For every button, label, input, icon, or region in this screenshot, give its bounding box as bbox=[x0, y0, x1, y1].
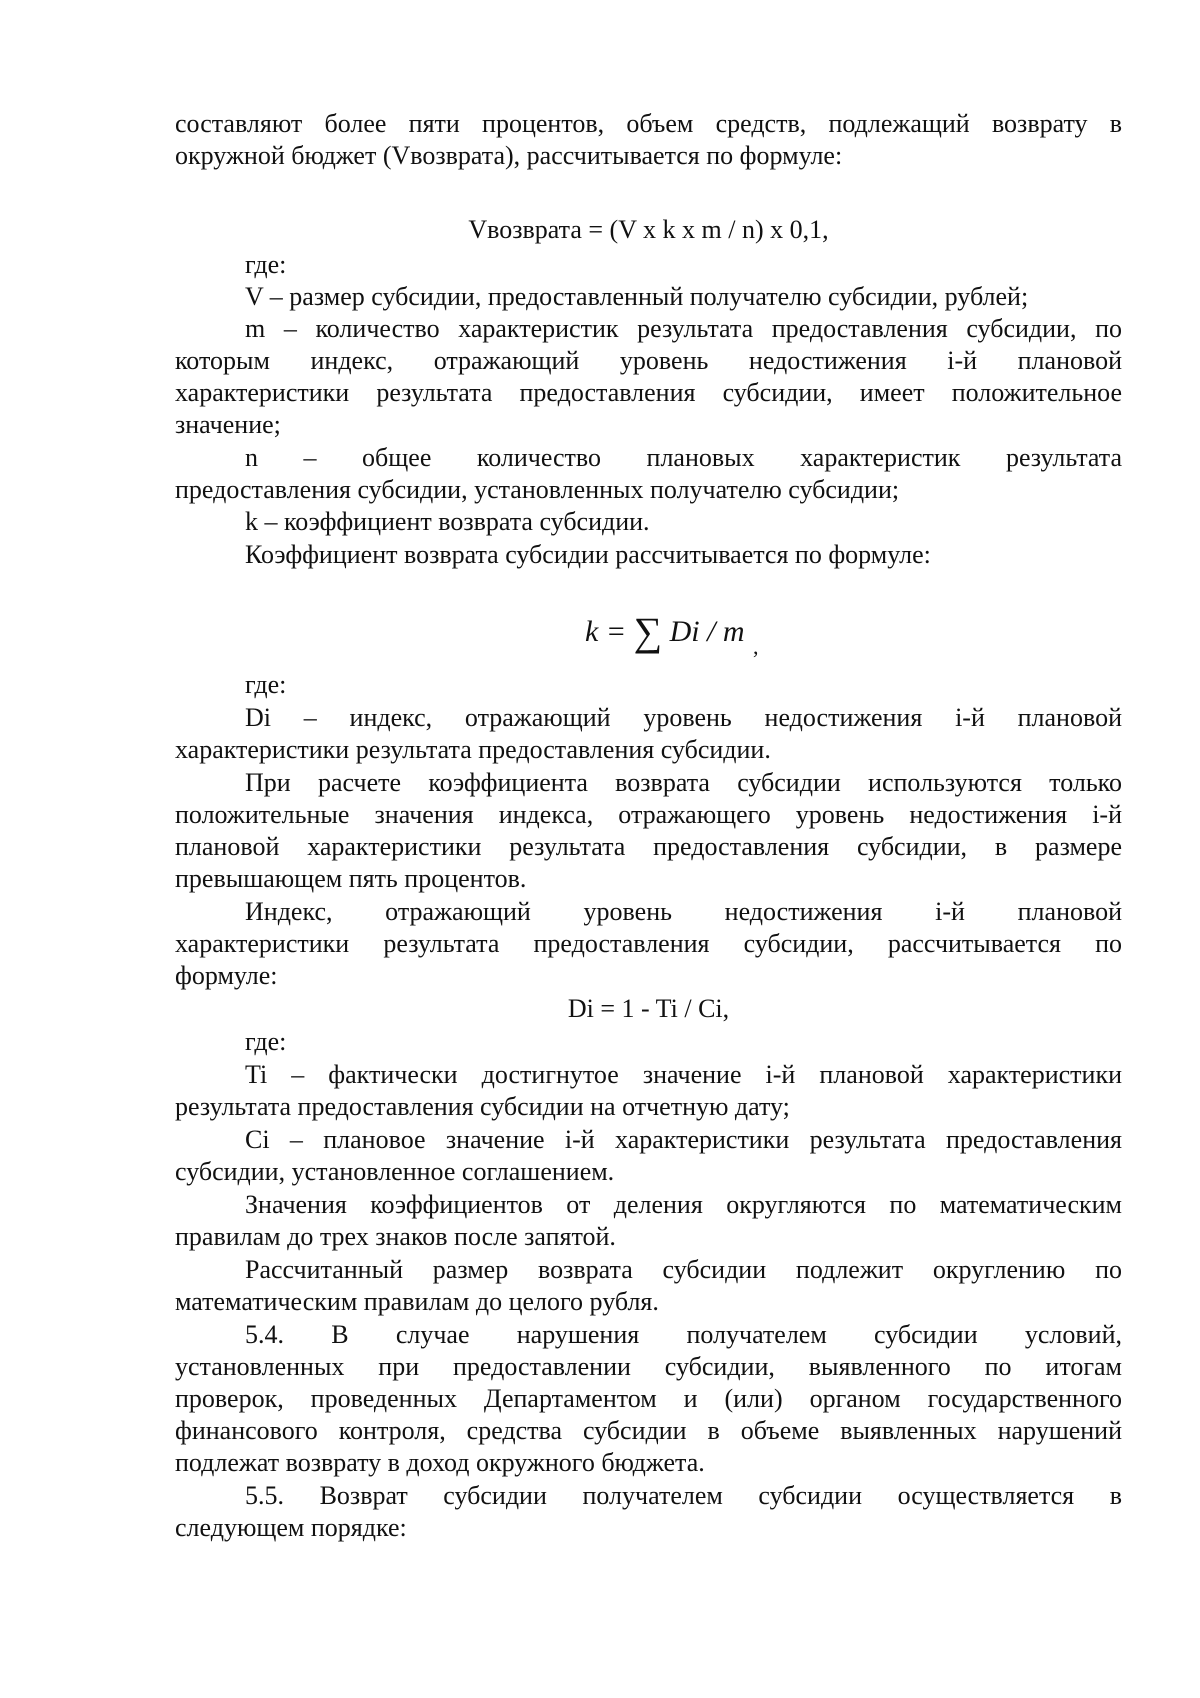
formula-k-rhs: Di / m bbox=[669, 615, 745, 648]
text-line: предоставления субсидии, установленных получателю субсидии; bbox=[175, 475, 900, 504]
text-line: характеристики результата предоставления субсидии. bbox=[175, 735, 771, 764]
formula-k-lhs: k = bbox=[585, 615, 627, 648]
text-line: составляют более пяти процентов, объем средств, подлежащий возврату в bbox=[175, 109, 1122, 138]
text-line: финансового контроля, средства субсидии в объеме выявленных нарушений bbox=[175, 1416, 1122, 1445]
formula-k-comma: , bbox=[753, 634, 759, 659]
formula-k bbox=[585, 608, 759, 659]
text-line: V – размер субсидии, предоставленный получателю субсидии, рублей; bbox=[245, 282, 1029, 311]
text-line: Коэффициент возврата субсидии рассчитывается по формуле: bbox=[245, 540, 931, 569]
text-line: установленных при предоставлении субсидии, выявленного по итогам bbox=[175, 1352, 1122, 1381]
text-line: субсидии, установленное соглашением. bbox=[175, 1157, 615, 1186]
text-line: формуле: bbox=[175, 961, 278, 990]
text-line: значение; bbox=[175, 410, 281, 439]
text-line: Ti – фактически достигнутое значение i-й плановой характеристики bbox=[245, 1060, 1122, 1089]
text-line: математическим правилам до целого рубля. bbox=[175, 1287, 659, 1316]
text-line: положительные значения индекса, отражающего уровень недостижения i-й bbox=[175, 800, 1122, 829]
text-line: Индекс, отражающий уровень недостижения i-й плановой bbox=[245, 897, 1122, 926]
text-line: k – коэффициент возврата субсидии. bbox=[245, 507, 650, 536]
text-line: Значения коэффициентов от деления округляются по математическим bbox=[245, 1190, 1122, 1219]
text-line: характеристики результата предоставления субсидии, рассчитывается по bbox=[175, 929, 1122, 958]
text-line: При расчете коэффициента возврата субсидии используются только bbox=[245, 768, 1122, 797]
text-line: 5.5. Возврат субсидии получателем субсидии осуществляется в bbox=[245, 1481, 1122, 1510]
text-line: характеристики результата предоставления субсидии, имеет положительное bbox=[175, 378, 1122, 407]
formula-v-return: Vвозврата = (V x k x m / n) x 0,1, bbox=[468, 215, 829, 244]
text-line: подлежат возврату в доход окружного бюджета. bbox=[175, 1448, 705, 1477]
text-line: которым индекс, отражающий уровень недостижения i-й плановой bbox=[175, 346, 1122, 375]
text-line: 5.4. В случае нарушения получателем субсидии условий, bbox=[245, 1320, 1122, 1349]
text-line: Di – индекс, отражающий уровень недостижения i-й плановой bbox=[245, 703, 1122, 732]
text-line: где: bbox=[245, 670, 287, 699]
text-line: проверок, проведенных Департаментом и (или) органом государственного bbox=[175, 1384, 1122, 1413]
text-line: окружной бюджет (Vвозврата), рассчитывается по формуле: bbox=[175, 141, 843, 170]
text-line: следующем порядке: bbox=[175, 1513, 407, 1542]
text-line: результата предоставления субсидии на отчетную дату; bbox=[175, 1092, 790, 1121]
formula-di: Di = 1 - Ti / Ci, bbox=[567, 994, 730, 1023]
sum-symbol: ∑ bbox=[633, 609, 663, 654]
text-line: n – общее количество плановых характеристик результата bbox=[245, 443, 1122, 472]
text-line: превышающем пять процентов. bbox=[175, 864, 527, 893]
text-line: плановой характеристики результата предоставления субсидии, в размере bbox=[175, 832, 1122, 861]
text-line: Рассчитанный размер возврата субсидии подлежит округлению по bbox=[245, 1255, 1122, 1284]
text-line: где: bbox=[245, 250, 287, 279]
text-line: m – количество характеристик результата предоставления субсидии, по bbox=[245, 314, 1122, 343]
text-line: где: bbox=[245, 1027, 287, 1056]
text-line: Ci – плановое значение i-й характеристики результата предоставления bbox=[245, 1125, 1122, 1154]
text-line: правилам до трех знаков после запятой. bbox=[175, 1222, 616, 1251]
